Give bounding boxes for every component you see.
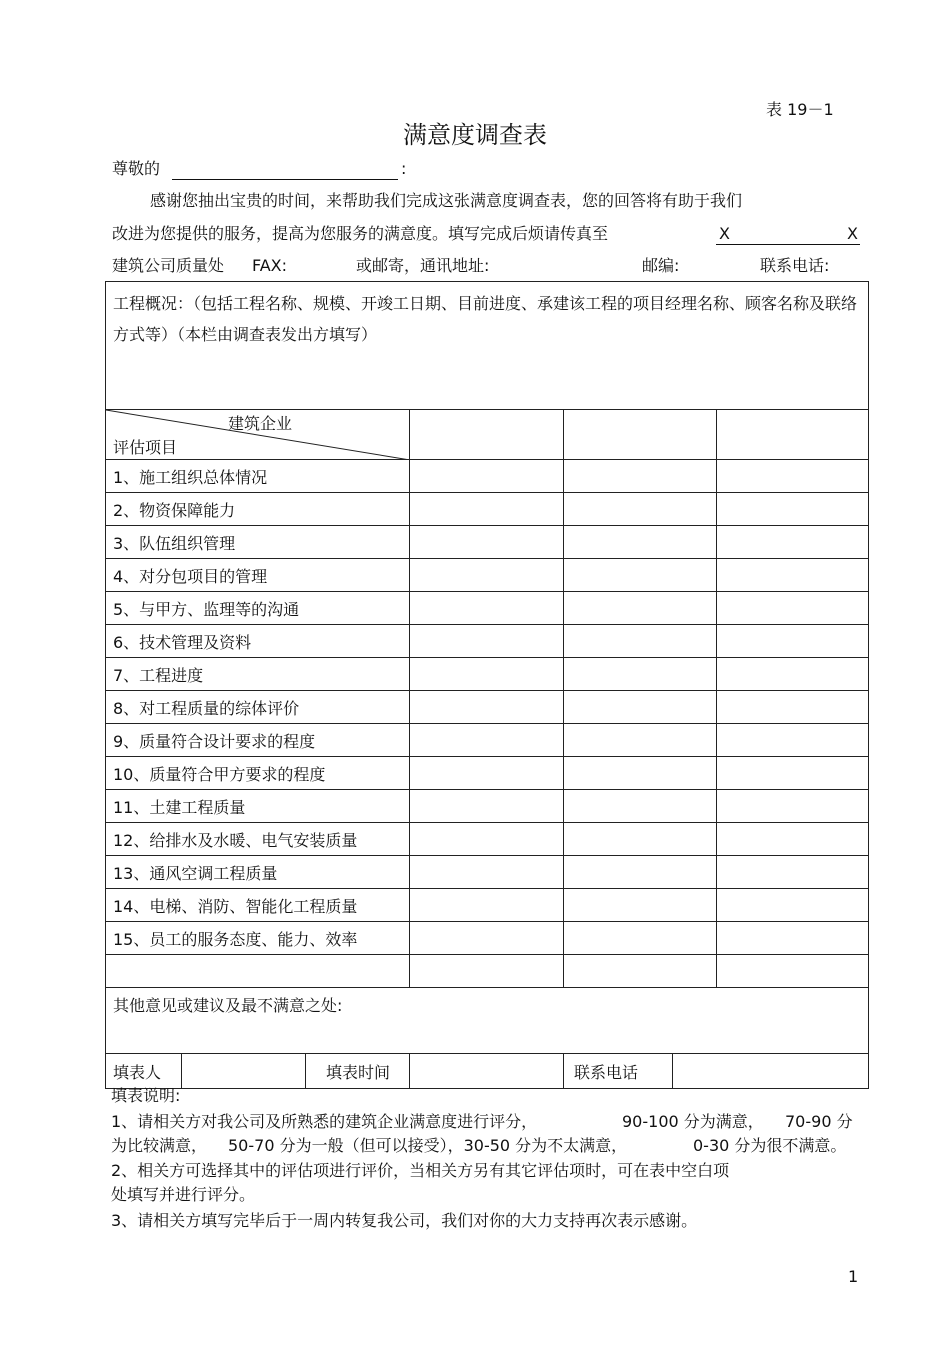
table-row <box>106 856 869 889</box>
score-cell[interactable] <box>717 856 869 889</box>
score-cell[interactable] <box>564 526 717 559</box>
evaluation-item-label: 5、与甲方、监理等的沟通 <box>106 592 410 625</box>
score-cell[interactable] <box>410 559 564 592</box>
table-row <box>106 724 869 757</box>
note-1-part-a: 1、请相关方对我公司及所熟悉的建筑企业满意度进行评分， <box>111 1112 538 1131</box>
score-cell[interactable] <box>564 658 717 691</box>
header-enterprise: 建筑企业 <box>228 414 293 433</box>
table-row <box>106 790 869 823</box>
table-row <box>106 757 869 790</box>
score-cell[interactable] <box>717 526 869 559</box>
custom-item-cell[interactable] <box>106 955 410 988</box>
salutation-colon: : <box>401 159 407 178</box>
filler-value[interactable] <box>182 1054 306 1089</box>
comments-field[interactable]: 其他意见或建议及最不满意之处: <box>106 988 869 1054</box>
score-cell[interactable] <box>564 955 717 988</box>
enterprise-column-2[interactable] <box>564 410 717 460</box>
score-cell[interactable] <box>410 625 564 658</box>
evaluation-item-label: 7、工程进度 <box>106 658 410 691</box>
score-cell[interactable] <box>564 592 717 625</box>
page-title: 满意度调查表 <box>403 121 547 149</box>
score-cell[interactable] <box>410 922 564 955</box>
note-1-part-c: 70-90 分 <box>785 1112 853 1131</box>
table-row <box>106 889 869 922</box>
survey-table <box>105 281 869 1089</box>
score-cell[interactable] <box>410 889 564 922</box>
note-1-part-e: 50-70 分为一般（但可以接受），30-50 分为不太满意， <box>228 1136 628 1155</box>
score-cell[interactable] <box>717 922 869 955</box>
table-row <box>106 493 869 526</box>
note-1-part-d: 为比较满意， <box>111 1136 208 1155</box>
score-cell[interactable] <box>410 460 564 493</box>
score-cell[interactable] <box>717 658 869 691</box>
score-cell[interactable] <box>717 757 869 790</box>
score-cell[interactable] <box>410 691 564 724</box>
score-cell[interactable] <box>410 823 564 856</box>
table-row <box>106 823 869 856</box>
score-cell[interactable] <box>717 955 869 988</box>
contact-phone-label: 联系电话: <box>760 256 830 275</box>
score-cell[interactable] <box>564 856 717 889</box>
table-row <box>106 658 869 691</box>
evaluation-item-label: 10、质量符合甲方要求的程度 <box>106 757 410 790</box>
score-cell[interactable] <box>564 922 717 955</box>
evaluation-item-label: 4、对分包项目的管理 <box>106 559 410 592</box>
score-cell[interactable] <box>717 889 869 922</box>
form-number: 表 19－1 <box>766 100 834 119</box>
score-cell[interactable] <box>410 955 564 988</box>
score-cell[interactable] <box>564 724 717 757</box>
contact-postcode-label: 邮编: <box>642 256 680 275</box>
score-cell[interactable] <box>717 460 869 493</box>
score-cell[interactable] <box>410 757 564 790</box>
score-cell[interactable] <box>717 724 869 757</box>
score-cell[interactable] <box>717 790 869 823</box>
comments-row <box>106 988 869 1054</box>
evaluation-item-label: 2、物资保障能力 <box>106 493 410 526</box>
intro-line-1: 感谢您抽出宝贵的时间，来帮助我们完成这张满意度调查表，您的回答将有助于我们 <box>150 191 743 210</box>
evaluation-item-label: 1、施工组织总体情况 <box>106 460 410 493</box>
score-cell[interactable] <box>717 493 869 526</box>
score-cell[interactable] <box>717 625 869 658</box>
fax-number-line[interactable] <box>716 244 860 245</box>
score-cell[interactable] <box>410 856 564 889</box>
score-cell[interactable] <box>410 790 564 823</box>
evaluation-item-label: 14、电梯、消防、智能化工程质量 <box>106 889 410 922</box>
score-cell[interactable] <box>564 493 717 526</box>
table-row-blank <box>106 955 869 988</box>
evaluation-item-label: 15、员工的服务态度、能力、效率 <box>106 922 410 955</box>
score-cell[interactable] <box>564 460 717 493</box>
evaluation-item-label: 9、质量符合设计要求的程度 <box>106 724 410 757</box>
table-row <box>106 691 869 724</box>
contact-phone-value[interactable] <box>673 1054 869 1089</box>
score-cell[interactable] <box>410 724 564 757</box>
note-1-part-b: 90-100 分为满意， <box>622 1112 764 1131</box>
note-2-line-2: 处填写并进行评分。 <box>111 1185 256 1204</box>
evaluation-item-label: 13、通风空调工程质量 <box>106 856 410 889</box>
evaluation-item-label: 3、队伍组织管理 <box>106 526 410 559</box>
recipient-name-line[interactable] <box>172 179 398 180</box>
evaluation-item-label: 8、对工程质量的综体评价 <box>106 691 410 724</box>
note-3: 3、请相关方填写完毕后于一周内转复我公司，我们对你的大力支持再次表示感谢。 <box>111 1211 698 1230</box>
fill-time-value[interactable] <box>410 1054 564 1089</box>
note-2-line-1: 2、相关方可选择其中的评估项进行评价，当相关方另有其它评估项时，可在表中空白项 <box>111 1161 730 1180</box>
enterprise-column-1[interactable] <box>410 410 564 460</box>
score-cell[interactable] <box>564 823 717 856</box>
score-cell[interactable] <box>717 592 869 625</box>
score-cell[interactable] <box>410 493 564 526</box>
enterprise-column-3[interactable] <box>717 410 869 460</box>
contact-phone-label-cell: 联系电话 <box>564 1054 673 1089</box>
fax-marker-1: X <box>719 224 730 243</box>
diagonal-header-cell <box>106 410 410 460</box>
table-row <box>106 526 869 559</box>
score-cell[interactable] <box>564 559 717 592</box>
intro-line-2: 改进为您提供的服务，提高为您服务的满意度。填写完成后烦请传真至 <box>112 224 609 243</box>
score-cell[interactable] <box>410 592 564 625</box>
fax-marker-2: X <box>847 224 858 243</box>
signature-row <box>106 1054 869 1089</box>
score-cell[interactable] <box>410 526 564 559</box>
contact-company: 建筑公司质量处 <box>112 256 225 275</box>
score-cell[interactable] <box>564 757 717 790</box>
table-row <box>106 559 869 592</box>
evaluation-item-label: 12、给排水及水暖、电气安装质量 <box>106 823 410 856</box>
table-row <box>106 922 869 955</box>
evaluation-item-label: 6、技术管理及资料 <box>106 625 410 658</box>
score-cell[interactable] <box>717 823 869 856</box>
score-cell[interactable] <box>717 691 869 724</box>
evaluation-item-label: 11、土建工程质量 <box>106 790 410 823</box>
project-overview[interactable]: 工程概况：（包括工程名称、规模、开竣工日期、目前进度、承建该工程的项目经理名称、顾客名称及联络方式等）（本栏由调查表发出方填写） <box>106 282 869 410</box>
table-row <box>106 460 869 493</box>
notes-heading: 填表说明: <box>111 1086 181 1105</box>
score-cell[interactable] <box>564 790 717 823</box>
header-evaluation-item: 评估项目 <box>113 438 178 457</box>
score-cell[interactable] <box>717 559 869 592</box>
table-row <box>106 625 869 658</box>
note-1-part-f: 0-30 分为很不满意。 <box>693 1136 847 1155</box>
contact-fax-label: FAX: <box>252 256 288 275</box>
table-row <box>106 592 869 625</box>
salutation: 尊敬的 <box>112 159 161 178</box>
score-cell[interactable] <box>410 658 564 691</box>
filler-label: 填表人 <box>106 1054 182 1089</box>
score-cell[interactable] <box>564 889 717 922</box>
fill-time-label: 填表时间 <box>306 1054 410 1089</box>
score-cell[interactable] <box>564 691 717 724</box>
score-cell[interactable] <box>564 625 717 658</box>
page-number: 1 <box>848 1267 859 1286</box>
contact-mail-label: 或邮寄，通讯地址: <box>356 256 490 275</box>
